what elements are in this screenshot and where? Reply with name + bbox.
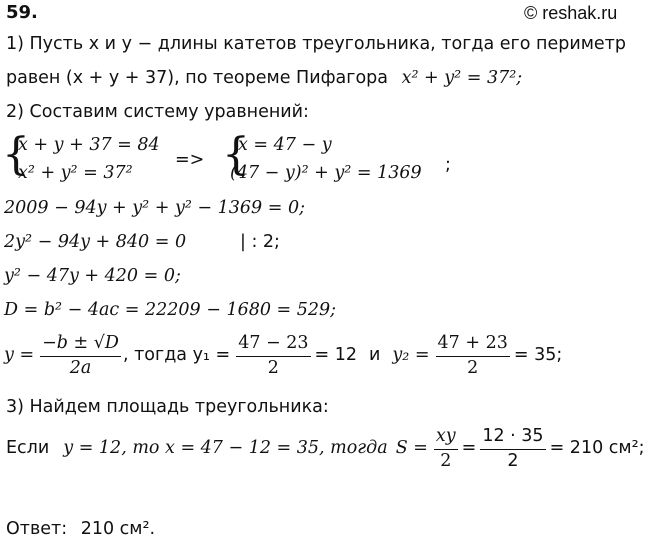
area-xy-denominator: 2 bbox=[434, 449, 458, 471]
roots-then: , тогда y₁ = bbox=[122, 345, 231, 366]
area-equals: = bbox=[461, 438, 477, 459]
watermark: © reshak.ru bbox=[524, 3, 618, 23]
and-word: и bbox=[369, 345, 381, 366]
area-line bbox=[6, 428, 645, 470]
area-xy-fraction bbox=[434, 428, 458, 470]
quadratic-formula-denominator: 2a bbox=[40, 356, 121, 378]
quadratic-formula bbox=[40, 335, 121, 377]
area-xy-numerator: xy bbox=[435, 426, 456, 446]
area-numeric-fraction bbox=[480, 428, 545, 470]
system2-eq2: (47 − y)² + y² = 1369 bbox=[230, 163, 422, 183]
y1-fraction bbox=[236, 335, 310, 377]
if-word: Если bbox=[6, 438, 50, 459]
equation-2-note: | : 2; bbox=[240, 232, 280, 252]
equation-3: y² − 47y + 420 = 0; bbox=[4, 266, 181, 286]
equation-1: 2009 − 94y + y² + y² − 1369 = 0; bbox=[4, 198, 306, 218]
area-condition: y = 12, то x = 47 − 12 = 35, тогда bbox=[63, 438, 388, 459]
system1-eq1: x + y + 37 = 84 bbox=[18, 135, 160, 155]
system1-eq2: x² + y² = 37² bbox=[18, 163, 133, 183]
area-numeric-numerator: 12 · 35 bbox=[482, 426, 544, 446]
y1-denominator: 2 bbox=[236, 356, 310, 378]
y1-result: = 12 bbox=[314, 345, 358, 366]
discriminant-equation: D = b² − 4ac = 22209 − 1680 = 529; bbox=[4, 300, 337, 320]
system1-brace: { bbox=[2, 129, 30, 180]
problem-number: 59. bbox=[6, 2, 38, 23]
system2-brace: { bbox=[222, 129, 250, 180]
y2-numerator: 47 + 23 bbox=[437, 333, 508, 353]
implies-arrow: => bbox=[175, 150, 205, 170]
y2-denominator: 2 bbox=[436, 356, 510, 378]
system2-eq1: x = 47 − y bbox=[238, 135, 332, 155]
area-numeric-denominator: 2 bbox=[480, 449, 545, 471]
y-label: y = bbox=[4, 345, 35, 366]
answer-line bbox=[6, 521, 155, 539]
step1-line2 bbox=[6, 70, 522, 88]
quadratic-formula-numerator: −b ± √D bbox=[42, 333, 119, 353]
answer-value: 210 см². bbox=[80, 519, 156, 539]
roots-line bbox=[4, 335, 562, 377]
y1-numerator: 47 − 23 bbox=[238, 333, 309, 353]
y2-result: = 35; bbox=[513, 345, 563, 366]
system2-tail: ; bbox=[445, 155, 451, 175]
area-s-label: S = bbox=[395, 438, 428, 459]
equation-2: 2y² − 94y + 840 = 0 bbox=[4, 232, 187, 252]
step2-heading: 2) Составим систему уравнений: bbox=[6, 102, 309, 122]
step1-line2-text: равен (x + y + 37), по теореме Пифагора bbox=[6, 68, 388, 88]
y2-fraction bbox=[436, 335, 510, 377]
pythagoras-formula: x² + y² = 37²; bbox=[401, 68, 523, 88]
answer-label: Ответ: bbox=[6, 519, 68, 539]
y2-label: y₂ = bbox=[392, 345, 430, 366]
step3-heading: 3) Найдем площадь треугольника: bbox=[6, 397, 329, 417]
step1-line1: 1) Пусть x и y − длины катетов треугольника, тогда его периметр bbox=[6, 34, 626, 54]
area-result: = 210 см²; bbox=[549, 438, 645, 459]
